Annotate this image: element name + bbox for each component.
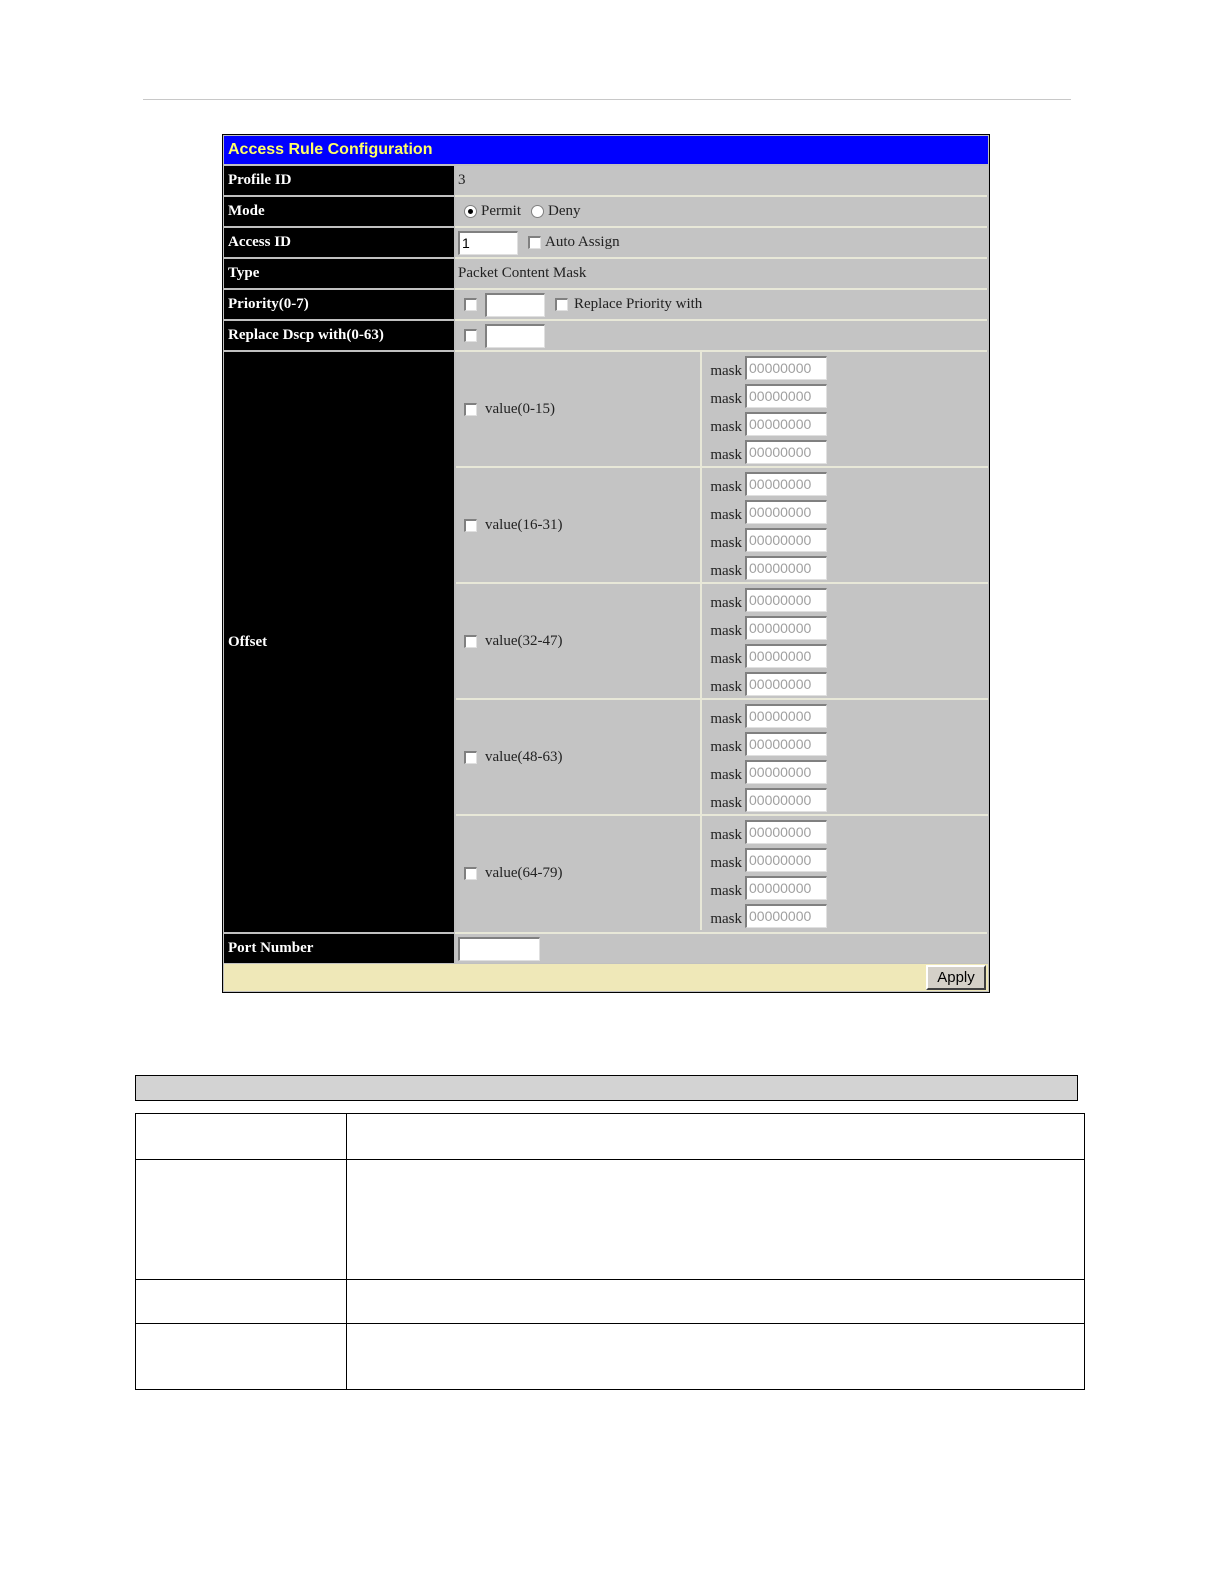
mask-input[interactable]: 00000000 [745,760,827,784]
mask-row [704,468,827,496]
table-row [136,1160,1085,1280]
mask-label: mask [710,507,742,523]
profile-id-label: Profile ID [224,166,454,195]
mask-label: mask [710,855,742,871]
mask-row [704,352,827,380]
mask-label: mask [710,767,742,783]
mask-label: mask [710,739,742,755]
mask-input[interactable]: 00000000 [745,356,827,380]
mask-label: mask [710,623,742,639]
offset-value-checkbox[interactable] [464,867,477,880]
replace-dscp-checkbox[interactable] [464,329,477,342]
port-number-label: Port Number [224,934,454,963]
mask-row [704,728,827,756]
mask-input[interactable]: 00000000 [745,644,827,668]
mask-input[interactable]: 00000000 [745,440,827,464]
type-value: Packet Content Mask [458,265,587,281]
replace-priority-checkbox[interactable] [555,298,568,311]
offset-group [456,700,988,814]
offset-value-checkbox[interactable] [464,751,477,764]
offset-value-checkbox[interactable] [464,403,477,416]
replace-dscp-label: Replace Dscp with(0-63) [224,321,454,350]
offset-value-label: value(32-47) [485,632,563,649]
offset-group [456,352,988,466]
mask-row [704,872,827,900]
description-table [135,1113,1085,1390]
access-rule-config-panel [222,134,990,993]
offset-value-label: value(48-63) [485,748,563,765]
offset-value-checkbox[interactable] [464,519,477,532]
row-port-number [224,934,988,963]
apply-button[interactable]: Apply [926,965,986,990]
offset-group [456,816,988,930]
permit-label: Permit [481,203,521,219]
mask-label: mask [710,795,742,811]
row-type [224,259,988,288]
mask-row [704,756,827,784]
mask-input[interactable]: 00000000 [745,384,827,408]
mask-input[interactable]: 00000000 [745,820,827,844]
offset-group [456,468,988,582]
mask-row [704,408,827,436]
mask-row [704,900,827,928]
panel-footer [224,964,988,991]
mask-row [704,844,827,872]
permit-radio[interactable] [464,205,477,218]
mode-label: Mode [224,197,454,226]
mask-label: mask [710,419,742,435]
deny-label: Deny [548,203,581,219]
offset-label: Offset [224,352,454,932]
mask-input[interactable]: 00000000 [745,876,827,900]
mask-label: mask [710,391,742,407]
row-offset [224,352,988,932]
mask-label: mask [710,827,742,843]
mask-label: mask [710,711,742,727]
deny-radio[interactable] [531,205,544,218]
row-access-id [224,228,988,257]
table-row [136,1324,1085,1390]
offset-value-label: value(64-79) [485,864,563,881]
mask-row [704,524,827,552]
mask-label: mask [710,883,742,899]
mask-row [704,668,827,696]
mask-input[interactable]: 00000000 [745,704,827,728]
table-header-bar [135,1075,1078,1101]
offset-value-label: value(16-31) [485,516,563,533]
mask-label: mask [710,911,742,927]
mask-input[interactable]: 00000000 [745,732,827,756]
mask-row [704,784,827,812]
table-row [136,1114,1085,1160]
mask-row [704,612,827,640]
offset-group [456,584,988,698]
offset-value-label: value(0-15) [485,400,555,417]
port-number-input[interactable] [458,937,540,961]
panel-title: Access Rule Configuration [224,136,988,164]
offset-value-checkbox[interactable] [464,635,477,648]
row-profile-id [224,166,988,195]
mask-label: mask [710,563,742,579]
priority-input[interactable] [485,293,545,317]
auto-assign-label: Auto Assign [545,234,620,250]
mask-input[interactable]: 00000000 [745,472,827,496]
mask-label: mask [710,479,742,495]
mask-row [704,436,827,464]
priority-checkbox[interactable] [464,298,477,311]
page-header-rule [143,99,1071,100]
mode-deny-option[interactable] [531,203,581,220]
mask-input[interactable]: 00000000 [745,556,827,580]
mask-row [704,700,827,728]
profile-id-value: 3 [458,172,466,188]
mask-input[interactable]: 00000000 [745,788,827,812]
table-row [136,1280,1085,1324]
access-id-input[interactable]: 1 [458,231,518,255]
replace-priority-label: Replace Priority with [574,296,703,312]
mask-row [704,584,827,612]
mask-row [704,496,827,524]
mask-input[interactable]: 00000000 [745,588,827,612]
mask-input[interactable]: 00000000 [745,528,827,552]
mask-label: mask [710,535,742,551]
type-label: Type [224,259,454,288]
mask-row [704,640,827,668]
mask-input[interactable]: 00000000 [745,848,827,872]
mask-label: mask [710,679,742,695]
mask-label: mask [710,363,742,379]
mask-input[interactable]: 00000000 [745,500,827,524]
row-mode [224,197,988,226]
replace-dscp-input[interactable] [485,324,545,348]
mask-input[interactable]: 00000000 [745,904,827,928]
auto-assign-checkbox[interactable] [528,236,541,249]
access-id-label: Access ID [224,228,454,257]
mask-label: mask [710,447,742,463]
row-replace-dscp [224,321,988,350]
mask-input[interactable]: 00000000 [745,412,827,436]
mask-input[interactable]: 00000000 [745,616,827,640]
row-priority [224,290,988,319]
mask-label: mask [710,595,742,611]
mask-input[interactable]: 00000000 [745,672,827,696]
mask-label: mask [710,651,742,667]
mask-row [704,552,827,580]
mode-permit-option[interactable] [464,203,521,220]
priority-label: Priority(0-7) [224,290,454,319]
mask-row [704,816,827,844]
mask-row [704,380,827,408]
